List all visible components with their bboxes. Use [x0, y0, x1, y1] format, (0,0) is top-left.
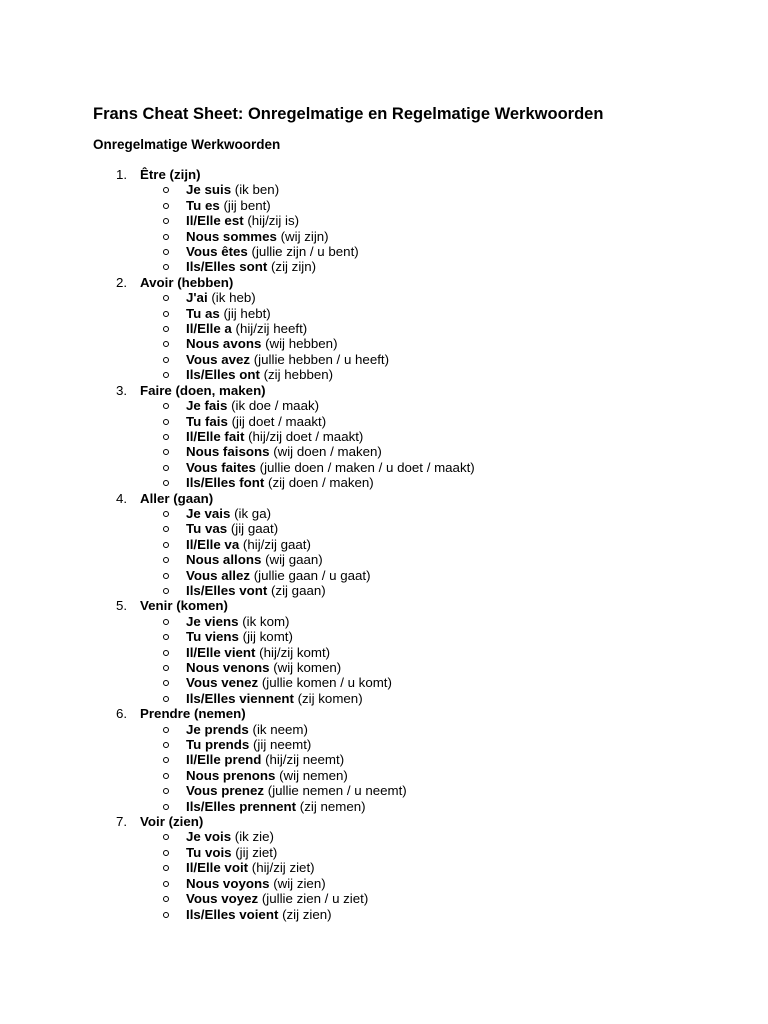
conjugation-translation: (wij zijn) [276, 228, 329, 244]
conjugation-translation: (ik neem) [248, 721, 308, 737]
circle-bullet-icon [163, 511, 169, 517]
conjugation-text [186, 475, 374, 490]
conjugation-form: Je viens [186, 613, 239, 629]
conjugation-text [186, 259, 316, 274]
circle-bullet-icon [163, 341, 169, 347]
conjugation-form: Il/Elle prend [186, 752, 262, 768]
conjugation-text [186, 752, 344, 767]
circle-bullet-icon [163, 680, 169, 686]
circle-bullet-icon [163, 526, 169, 532]
conjugation-text [186, 521, 278, 536]
conjugation-form: Ils/Elles viennent [186, 690, 294, 706]
circle-bullet-icon [163, 665, 169, 671]
conjugation-form: Nous allons [186, 552, 262, 568]
conjugation-form: Tu vois [186, 844, 232, 860]
verb-number: 1. [116, 167, 128, 182]
conjugation-form: Ils/Elles ont [186, 367, 260, 383]
conjugation-text [186, 367, 333, 382]
conjugation-text [186, 660, 341, 675]
conjugation-form: Tu viens [186, 629, 239, 645]
conjugation-translation: (jij neemt) [249, 737, 312, 753]
verb-name: Avoir (hebben) [140, 274, 234, 290]
conjugation-translation: (ik kom) [238, 613, 290, 629]
conjugation-form: Vous êtes [186, 244, 248, 260]
conjugation-text [186, 290, 256, 305]
conjugation-form: Ils/Elles prennent [186, 798, 297, 814]
conjugation-text [186, 614, 289, 629]
conjugation-text [186, 306, 271, 321]
conjugation-translation: (jij komt) [238, 629, 293, 645]
circle-bullet-icon [163, 727, 169, 733]
conjugation-translation: (hij/zij is) [243, 213, 300, 229]
conjugation-translation: (ik ben) [231, 182, 280, 198]
conjugation-text [186, 891, 368, 906]
conjugation-translation: (wij hebben) [261, 336, 338, 352]
verb-number: 3. [116, 382, 128, 398]
conjugation-translation: (hij/zij neemt) [261, 752, 345, 768]
circle-bullet-icon [163, 311, 169, 317]
conjugation-form: Vous allez [186, 567, 251, 583]
circle-bullet-icon [163, 218, 169, 224]
conjugation-translation: (zij hebben) [259, 367, 334, 383]
conjugation-text [186, 398, 319, 413]
circle-bullet-icon [163, 465, 169, 471]
circle-bullet-icon [163, 264, 169, 270]
circle-bullet-icon [163, 573, 169, 579]
circle-bullet-icon [163, 434, 169, 440]
verb-name: Faire (doen, maken) [140, 382, 266, 398]
conjugation-text [186, 414, 326, 429]
conjugation-text [186, 336, 338, 351]
conjugation-translation: (hij/zij ziet) [248, 860, 315, 876]
circle-bullet-icon [163, 203, 169, 209]
conjugation-translation: (jij hebt) [219, 305, 271, 321]
conjugation-translation: (hij/zij komt) [255, 644, 331, 660]
conjugation-form: Je vais [186, 505, 231, 521]
conjugation-text [186, 783, 407, 798]
conjugation-form: Il/Elle fait [186, 428, 245, 444]
circle-bullet-icon [163, 187, 169, 193]
circle-bullet-icon [163, 249, 169, 255]
conjugation-translation: (ik ga) [230, 505, 272, 521]
conjugation-translation: (wij gaan) [261, 552, 323, 568]
conjugation-form: Vous faites [186, 459, 256, 475]
conjugation-text [186, 321, 307, 336]
conjugation-translation: (hij/zij heeft) [231, 321, 308, 337]
conjugation-text [186, 799, 366, 814]
conjugation-translation: (jullie komen / u komt) [258, 675, 392, 691]
conjugation-translation: (zij nemen) [296, 798, 366, 814]
circle-bullet-icon [163, 788, 169, 794]
conjugation-text [186, 182, 279, 197]
circle-bullet-icon [163, 542, 169, 548]
circle-bullet-icon [163, 295, 169, 301]
conjugation-form: J'ai [186, 290, 208, 306]
conjugation-translation: (hij/zij gaat) [239, 536, 311, 552]
conjugation-text [186, 675, 392, 690]
conjugation-translation: (ik doe / maak) [227, 398, 320, 414]
conjugation-translation: (wij zien) [269, 875, 326, 891]
circle-bullet-icon [163, 757, 169, 763]
conjugation-form: Vous voyez [186, 891, 259, 907]
conjugation-form: Ils/Elles vont [186, 582, 268, 598]
verb-name: Voir (zien) [140, 814, 204, 830]
conjugation-form: Je suis [186, 182, 232, 198]
conjugation-translation: (jij ziet) [231, 844, 278, 860]
circle-bullet-icon [163, 634, 169, 640]
conjugation-text [186, 768, 348, 783]
conjugation-text [186, 645, 330, 660]
conjugation-text [186, 506, 271, 521]
conjugation-form: Tu fais [186, 413, 228, 429]
conjugation-form: Je prends [186, 721, 249, 737]
verb-number: 2. [116, 274, 128, 290]
circle-bullet-icon [163, 372, 169, 378]
conjugation-translation: (ik zie) [231, 829, 274, 845]
conjugation-translation: (zij komen) [293, 690, 363, 706]
verb-number: 4. [116, 490, 128, 506]
circle-bullet-icon [163, 850, 169, 856]
conjugation-text [186, 583, 326, 598]
conjugation-form: Ils/Elles voient [186, 906, 279, 922]
conjugation-translation: (jij gaat) [227, 521, 279, 537]
conjugation-translation: (zij zien) [278, 906, 332, 922]
circle-bullet-icon [163, 865, 169, 871]
conjugation-translation: (jij doet / maakt) [227, 413, 327, 429]
verb-name: Venir (komen) [140, 598, 228, 614]
conjugation-text [186, 213, 299, 228]
conjugation-form: Il/Elle vient [186, 644, 256, 660]
verb-number: 7. [116, 814, 128, 830]
conjugation-text [186, 860, 315, 875]
conjugation-text [186, 429, 363, 444]
circle-bullet-icon [163, 804, 169, 810]
conjugation-text [186, 537, 311, 552]
circle-bullet-icon [163, 449, 169, 455]
conjugation-form: Vous prenez [186, 783, 265, 799]
verb-name: Aller (gaan) [140, 490, 214, 506]
conjugation-form: Je fais [186, 398, 228, 414]
conjugation-text [186, 352, 389, 367]
conjugation-form: Nous voyons [186, 875, 270, 891]
verb-number: 5. [116, 598, 128, 614]
conjugation-form: Il/Elle est [186, 213, 244, 229]
circle-bullet-icon [163, 619, 169, 625]
conjugation-translation: (jullie nemen / u neemt) [264, 783, 407, 799]
circle-bullet-icon [163, 650, 169, 656]
verb-name: Être (zijn) [140, 167, 201, 182]
conjugation-text [186, 198, 271, 213]
conjugation-form: Tu as [186, 305, 220, 321]
circle-bullet-icon [163, 588, 169, 594]
circle-bullet-icon [163, 742, 169, 748]
circle-bullet-icon [163, 896, 169, 902]
conjugation-translation: (jullie doen / maken / u doet / maakt) [255, 459, 475, 475]
conjugation-translation: (wij nemen) [275, 767, 348, 783]
conjugation-translation: (jullie zijn / u bent) [247, 244, 359, 260]
section-heading: Onregelmatige Werkwoorden [93, 137, 281, 152]
conjugation-form: Il/Elle va [186, 536, 240, 552]
document-title: Frans Cheat Sheet: Onregelmatige en Regelmatige Werkwoorden [93, 105, 604, 123]
conjugation-translation: (jij bent) [219, 197, 271, 213]
circle-bullet-icon [163, 480, 169, 486]
conjugation-text [186, 737, 311, 752]
circle-bullet-icon [163, 234, 169, 240]
conjugation-translation: (hij/zij doet / maakt) [244, 428, 364, 444]
verb-name: Prendre (nemen) [140, 706, 246, 722]
conjugation-form: Nous faisons [186, 444, 270, 460]
conjugation-text [186, 691, 363, 706]
conjugation-form: Tu prends [186, 737, 250, 753]
circle-bullet-icon [163, 326, 169, 332]
conjugation-form: Ils/Elles font [186, 475, 265, 491]
circle-bullet-icon [163, 834, 169, 840]
conjugation-form: Ils/Elles sont [186, 259, 268, 275]
conjugation-text [186, 244, 359, 259]
circle-bullet-icon [163, 696, 169, 702]
verb-number: 6. [116, 706, 128, 722]
conjugation-form: Vous venez [186, 675, 259, 691]
conjugation-form: Vous avez [186, 351, 251, 367]
conjugation-translation: (zij doen / maken) [264, 475, 374, 491]
conjugation-text [186, 629, 293, 644]
conjugation-text [186, 907, 332, 922]
circle-bullet-icon [163, 419, 169, 425]
conjugation-text [186, 845, 277, 860]
conjugation-form: Nous sommes [186, 228, 277, 244]
conjugation-form: Il/Elle a [186, 321, 232, 337]
conjugation-translation: (wij doen / maken) [269, 444, 382, 460]
conjugation-translation: (jullie hebben / u heeft) [250, 351, 390, 367]
conjugation-translation: (ik heb) [207, 290, 256, 306]
conjugation-form: Nous prenons [186, 767, 276, 783]
circle-bullet-icon [163, 403, 169, 409]
conjugation-translation: (zij zijn) [267, 259, 317, 275]
conjugation-text [186, 722, 308, 737]
conjugation-form: Je vois [186, 829, 232, 845]
conjugation-form: Il/Elle voit [186, 860, 249, 876]
conjugation-form: Tu es [186, 197, 220, 213]
circle-bullet-icon [163, 357, 169, 363]
conjugation-form: Nous avons [186, 336, 262, 352]
conjugation-translation: (wij komen) [269, 660, 342, 675]
conjugation-translation: (jullie zien / u ziet) [258, 891, 369, 907]
circle-bullet-icon [163, 881, 169, 887]
circle-bullet-icon [163, 557, 169, 563]
conjugation-translation: (zij gaan) [267, 582, 326, 598]
conjugation-text [186, 568, 371, 583]
conjugation-form: Nous venons [186, 660, 270, 675]
conjugation-text [186, 444, 382, 459]
conjugation-text [186, 876, 326, 891]
conjugation-text [186, 829, 274, 844]
conjugation-text [186, 460, 475, 475]
circle-bullet-icon [163, 773, 169, 779]
conjugation-translation: (jullie gaan / u gaat) [250, 567, 371, 583]
circle-bullet-icon [163, 912, 169, 918]
conjugation-form: Tu vas [186, 521, 228, 537]
conjugation-text [186, 229, 329, 244]
conjugation-text [186, 552, 323, 567]
